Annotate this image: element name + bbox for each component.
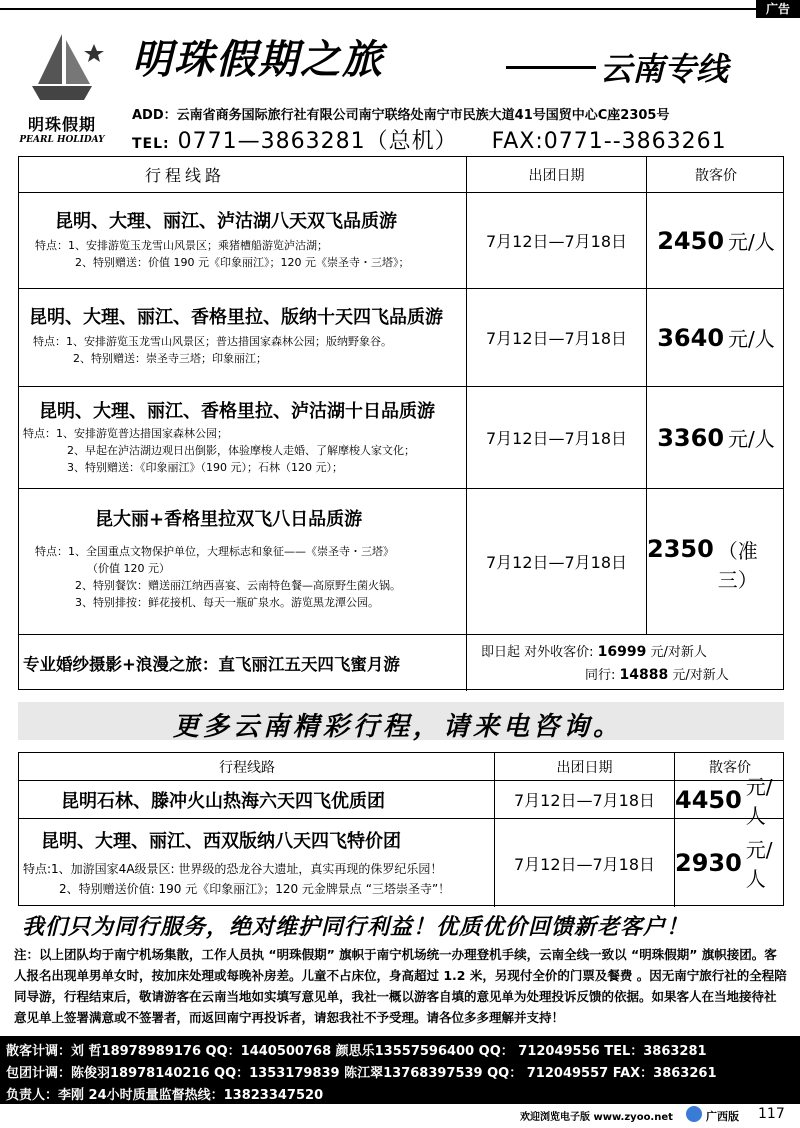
footer-row: 散客计调：刘 哲18978989176 QQ：1440500768 颜思乐13557596400 QQ： 712049556 TEL：3863281 — [6, 1044, 707, 1059]
page-number: 117 — [758, 1106, 785, 1122]
departure-date: 7月12日—7月18日 — [467, 489, 647, 634]
table-row — [19, 774, 783, 828]
price: 2450 元/人 — [657, 226, 775, 255]
table-header-row — [19, 753, 783, 781]
header-date: 出团日期 — [495, 753, 675, 780]
logo-cn: 明珠假期 — [27, 115, 96, 134]
fax-number: FAX:0771--3863261 — [491, 129, 727, 154]
price: 3360 元/人 — [657, 423, 775, 452]
table-row — [19, 387, 783, 489]
top-rule — [0, 8, 800, 10]
price: 4450 元/人 — [675, 774, 773, 828]
price: 2930 元/人 — [675, 838, 773, 891]
honeymoon-row — [19, 635, 783, 691]
table-row — [19, 193, 783, 289]
table-header-row — [19, 157, 783, 193]
route-name: 昆明、大理、丽江、香格里拉、泸沽湖十日品质游 — [39, 401, 435, 422]
contact-line — [132, 124, 727, 155]
route-feature: 2、特别赠送价值: 190 元《印象丽江》；120 元金牌景点 “三塔崇圣寺”！ — [59, 882, 451, 896]
route-name: 昆明、大理、丽江、香格里拉、版纳十天四飞品质游 — [29, 307, 443, 328]
route-feature: 2、早起在泸沽湖边观日出倒影，体验摩梭人走婚、了解摩梭人家文化； — [67, 444, 415, 457]
header-price: 散客价 — [695, 167, 737, 184]
notice-text: 注：以上团队均于南宁机场集散，工作人员执 “明珠假期” 旗帜于南宁机场统一办理登机手续，云南全线一致以 “明珠假期” 旗帜接团。客人报名出现单男单女时，按加床处理或每晚补房差。儿童不占床位，身高超过 1.2 米，另现付全价的门票及餐费 。因无南宁旅行社的全程陪同导游，行程结束后，敬请游客在云南当地如实填写意见单，我社一概以游客自填的意见单为处理投诉反馈的依据。如果客人在当地接待社意见单上签署满意或不签署者，而返回南宁再投诉者，请恕我社不予受理。请各位多多理解并支持！ — [14, 947, 787, 1025]
edition-label: 广西版 — [706, 1110, 739, 1123]
route-name: 昆明、大理、丽江、西双版纳八天四飞特价团 — [41, 831, 401, 852]
route-feature: 2、特别赠送：崇圣寺三塔；印象丽江； — [73, 352, 267, 365]
route-feature: 特点：1、安排游览玉龙雪山风景区；乘猪槽船游览泸沽湖； — [35, 239, 328, 252]
route-name: 昆大丽+香格里拉双飞八日品质游 — [95, 509, 363, 530]
route-name: 专业婚纱摄影+浪漫之旅：直飞丽江五天四飞蜜月游 — [23, 655, 400, 674]
logo-sailboat-icon — [12, 26, 112, 106]
departure-date: 7月12日—7月18日 — [495, 819, 675, 907]
route-table-main — [18, 156, 784, 690]
title-dash — [506, 66, 596, 69]
honeymoon-price: 即日起 对外收客价: 16999 元/对新人 同行: 14888 元/对新人 — [481, 644, 729, 683]
table-row — [19, 819, 783, 907]
route-name: 昆明、大理、丽江、泸沽湖八天双飞品质游 — [55, 211, 397, 232]
browse-link[interactable]: 欢迎浏览电子版 www.zyoo.net — [520, 1112, 673, 1123]
slogan: 我们只为同行服务，绝对维护同行利益！优质优价回馈新老客户！ — [22, 915, 690, 940]
route-feature: 3、特别赠送：《印象丽江》（190 元）；石林（120 元）； — [67, 461, 343, 474]
page-subtitle: 云南专线 — [600, 50, 729, 88]
footer-row: 负责人：李刚 24小时质量监督热线：13823347520 — [6, 1088, 324, 1103]
promo-banner: 更多云南精彩行程，请来电咨询。 — [172, 712, 623, 742]
route-name: 昆明石林、滕冲火山热海六天四飞优质团 — [61, 790, 385, 812]
route-feature: 2、特别赠送：价值 190 元《印象丽江》；120 元《崇圣寺・三塔》； — [75, 256, 410, 269]
contact-footer — [0, 1036, 800, 1104]
route-feature: 特点:1、加游国家4A级景区: 世界级的恐龙谷大遗址，真实再现的侏罗纪乐园！ — [23, 862, 443, 876]
tel-number: 0771—3863281（总机） — [177, 129, 458, 154]
table-row — [19, 489, 783, 635]
ad-tag: 广告 — [756, 0, 800, 18]
route-feature: 特点：1、全国重点文物保护单位，大理标志和象征——《崇圣寺・三塔》 — [35, 545, 394, 558]
logo-en: PEARL HOLIDAY — [19, 135, 105, 145]
header-route: 行程线路 — [19, 753, 495, 780]
header-route: 行程线路 — [19, 157, 467, 192]
route-table-secondary — [18, 752, 784, 906]
header-price: 散客价 — [709, 759, 751, 776]
route-feature: 特点：1、安排游览玉龙雪山风景区；普达措国家森林公园；版纳野象谷。 — [33, 335, 392, 348]
departure-date: 7月12日—7月18日 — [467, 193, 647, 288]
logo — [12, 26, 112, 146]
departure-date: 7月12日—7月18日 — [467, 289, 647, 386]
edition-badge-icon — [686, 1106, 702, 1122]
table-row — [19, 289, 783, 387]
page-title: 明珠假期之旅 — [132, 37, 384, 83]
route-feature: 特点：1、安排游览普达措国家森林公园； — [23, 427, 228, 440]
departure-date: 7月12日—7月18日 — [467, 387, 647, 488]
address: ADD：云南省商务国际旅行社有限公司南宁联络处南宁市民族大道41号国贸中心C座2305号 — [132, 108, 670, 123]
route-feature: 2、特别餐饮：赠送丽江纳西喜宴、云南特色餐—高原野生菌火锅。 — [75, 579, 401, 592]
price: 2350 （准三） — [647, 535, 758, 592]
footer-row: 包团计调：陈俊羽18978140216 QQ：1353179839 陈江翠13768397539 QQ： 712049557 FAX：3863261 — [6, 1066, 717, 1081]
route-feature: 3、特别排按：鲜花接机、每天一瓶矿泉水。游览黑龙潭公园。 — [75, 596, 379, 609]
departure-date: 7月12日—7月18日 — [495, 781, 675, 818]
tel-label: TEL: — [132, 136, 170, 152]
header-date: 出团日期 — [467, 157, 647, 192]
route-feature: （价值 120 元） — [87, 562, 170, 575]
price: 3640 元/人 — [657, 323, 775, 352]
